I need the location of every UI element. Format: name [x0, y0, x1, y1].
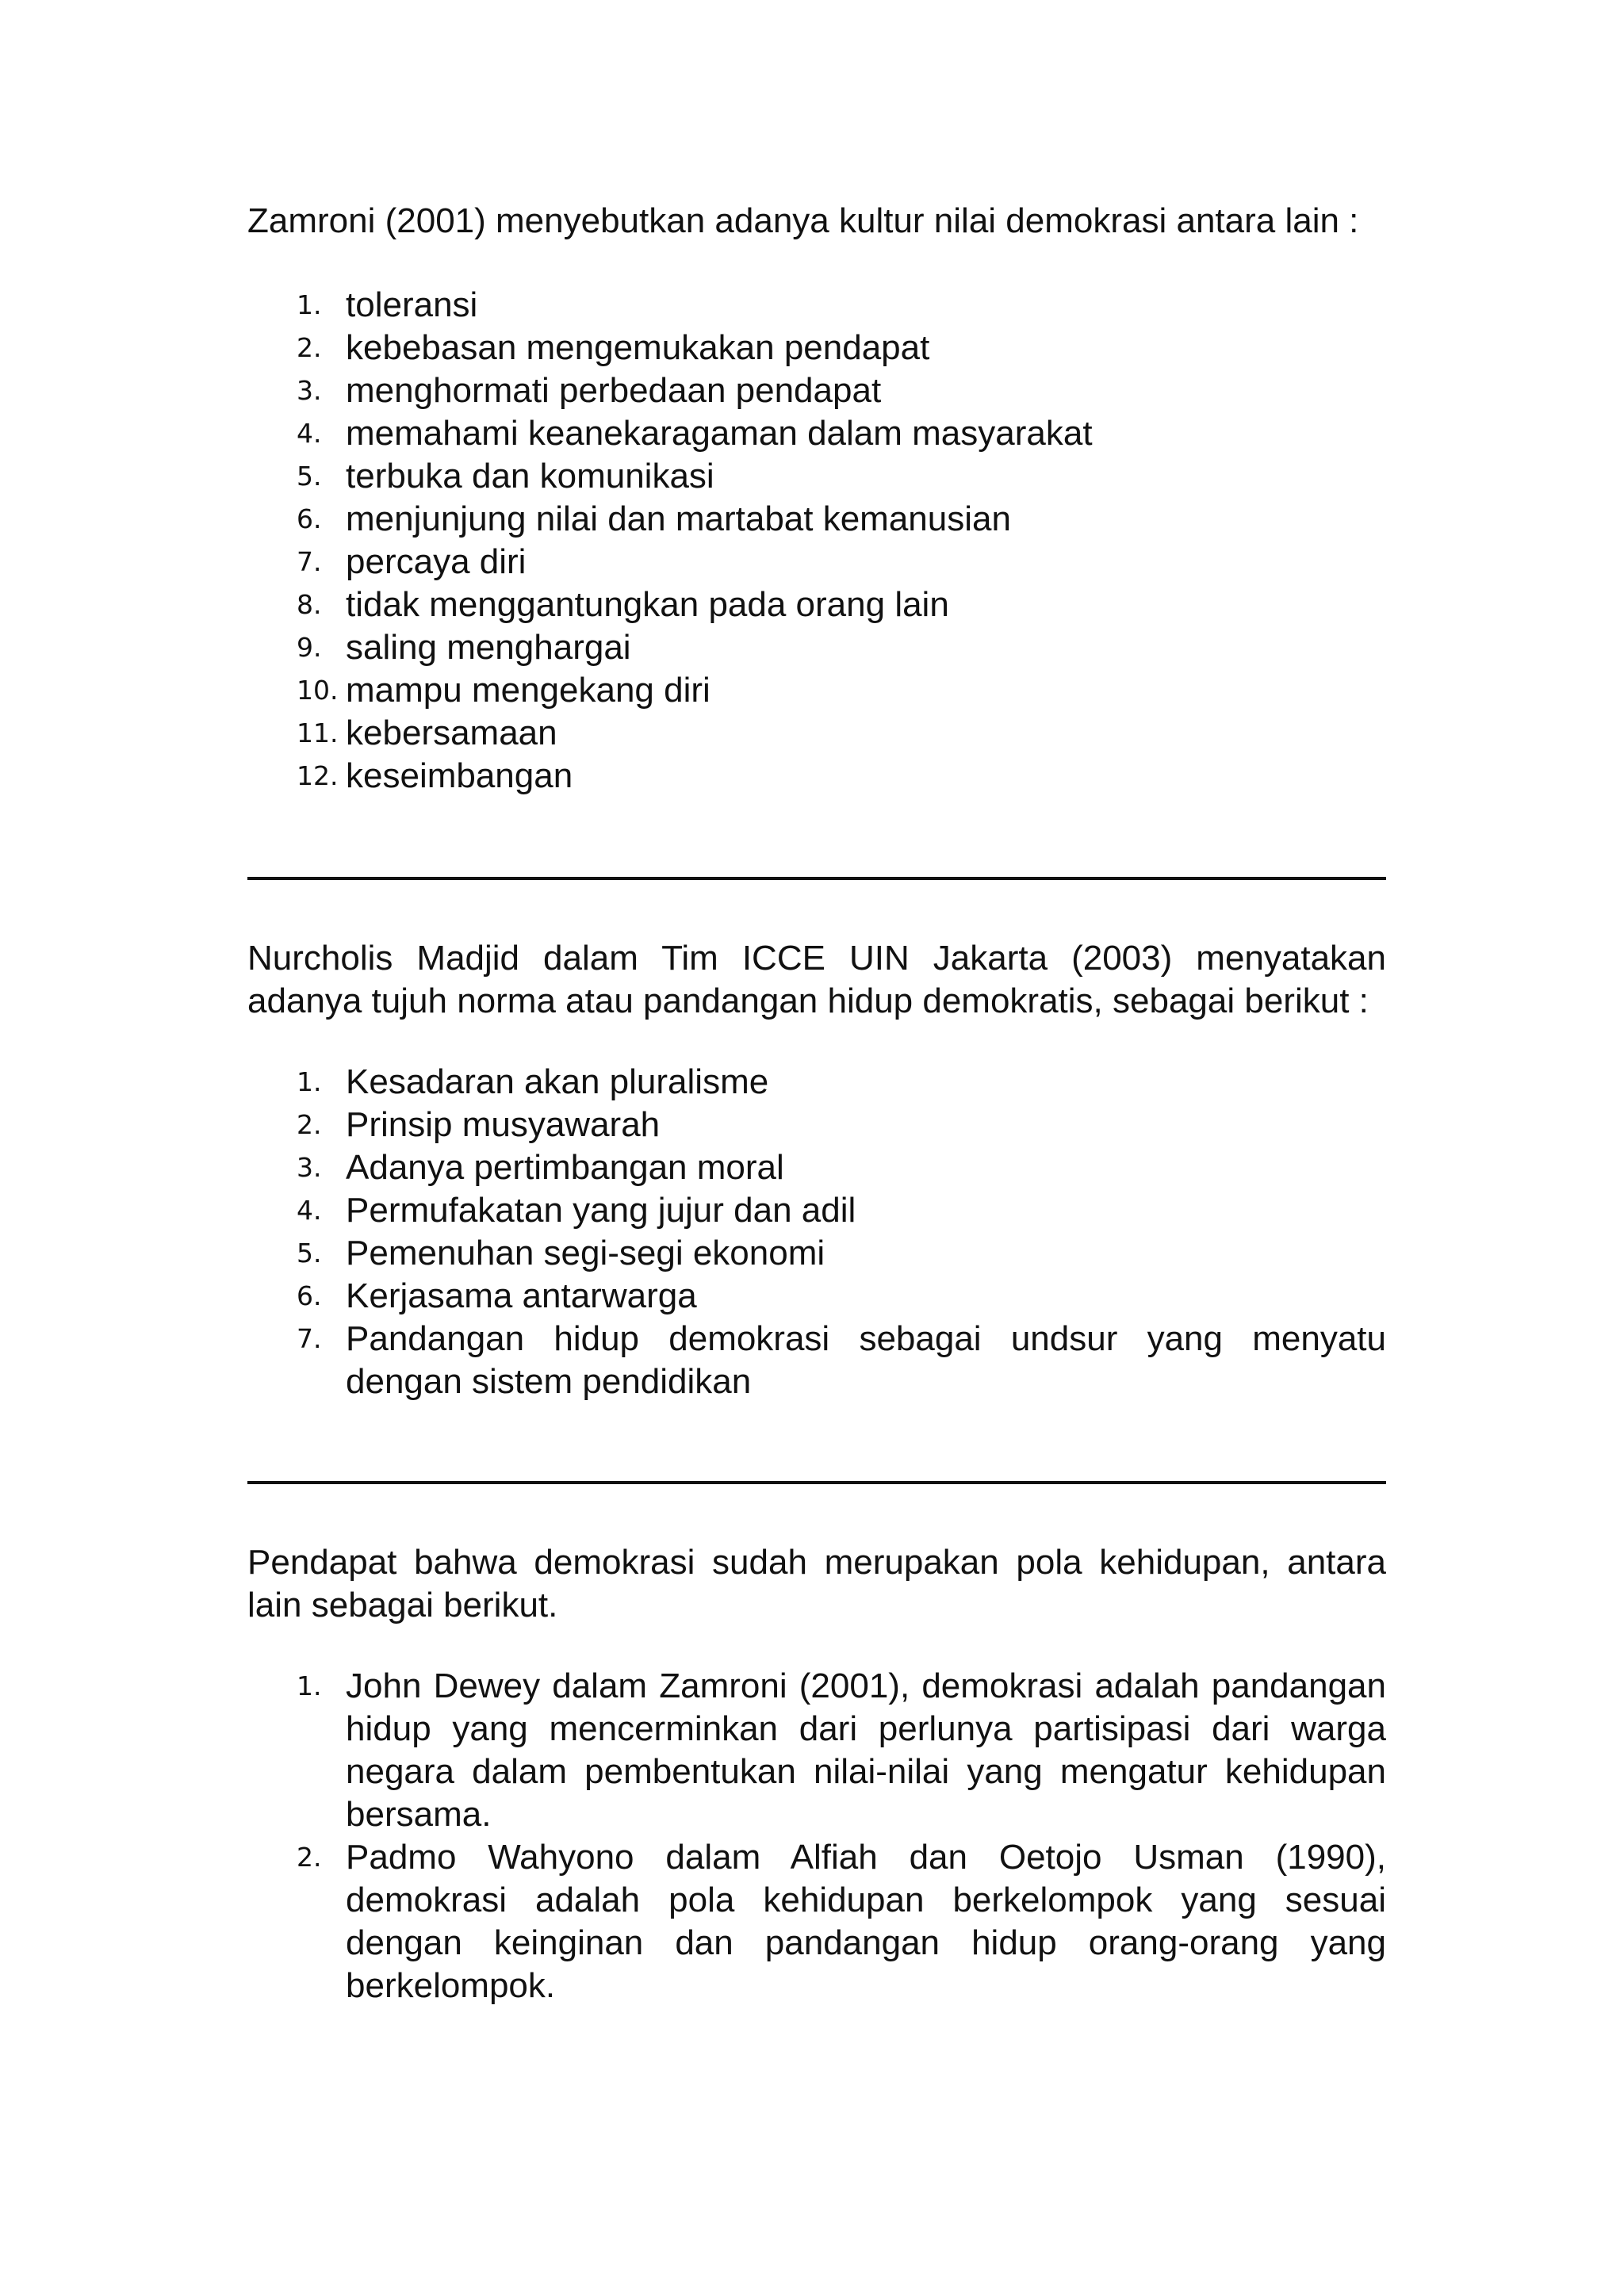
list-number: 5.: [297, 1238, 322, 1269]
list-item: [247, 669, 1386, 712]
section3-intro: Pendapat bahwa demokrasi sudah merupakan pola kehidupan, antara lain sebagai berikut.: [247, 1543, 1386, 1624]
list-text: percaya diri: [346, 542, 527, 581]
section-divider: [247, 877, 1386, 880]
list-item: [247, 1836, 1386, 2007]
list-text: mampu mengekang diri: [346, 671, 710, 710]
list-text: Kesadaran akan pluralisme: [346, 1062, 769, 1101]
list-text: kebersamaan: [346, 714, 557, 752]
list-text: Padmo Wahyono dalam Alfiah dan Oetojo Usman (1990), demokrasi adalah pola kehidupan berkelompok yang sesuai dengan keinginan dan pandangan hidup orang-orang yang berkelompok.: [346, 1838, 1386, 2005]
list-item: [247, 1318, 1386, 1403]
list-item: [247, 626, 1386, 669]
list-number: 4.: [297, 418, 322, 449]
list-number: 7.: [297, 1323, 322, 1354]
list-number: 3.: [297, 1152, 322, 1183]
list-item: [247, 1189, 1386, 1232]
section1-list: [247, 284, 1386, 798]
list-text: memahami keanekaragaman dalam masyarakat: [346, 414, 1093, 453]
list-text: Pemenuhan segi-segi ekonomi: [346, 1234, 825, 1272]
list-number: 3.: [297, 375, 322, 406]
list-text: Pandangan hidup demokrasi sebagai undsur yang menyatu dengan sistem pendidikan: [346, 1319, 1386, 1401]
section-divider: [247, 1481, 1386, 1484]
section2-list: [247, 1061, 1386, 1403]
list-text: menghormati perbedaan pendapat: [346, 371, 882, 410]
list-item: [247, 1232, 1386, 1275]
list-number: 10.: [297, 675, 339, 706]
list-text: kebebasan mengemukakan pendapat: [346, 328, 930, 367]
list-number: 1.: [297, 1670, 322, 1701]
list-number: 1.: [297, 289, 322, 320]
list-item: [247, 1146, 1386, 1189]
list-item: [247, 455, 1386, 498]
list-item: [247, 1061, 1386, 1104]
list-item: [247, 755, 1386, 798]
list-number: 5.: [297, 461, 322, 492]
list-number: 12.: [297, 760, 339, 791]
list-item: [247, 1275, 1386, 1318]
list-text: saling menghargai: [346, 628, 631, 667]
list-text: menjunjung nilai dan martabat kemanusian: [346, 499, 1011, 538]
section3-list: [247, 1665, 1386, 2007]
list-number: 2.: [297, 1109, 322, 1140]
list-item: [247, 541, 1386, 584]
list-text: Adanya pertimbangan moral: [346, 1148, 784, 1187]
list-item: [247, 712, 1386, 755]
list-item: [247, 284, 1386, 327]
list-number: 1.: [297, 1066, 322, 1097]
list-text: terbuka dan komunikasi: [346, 457, 714, 496]
list-number: 9.: [297, 632, 322, 663]
list-number: 8.: [297, 589, 322, 620]
section1-intro: Zamroni (2001) menyebutkan adanya kultur nilai demokrasi antara lain :: [247, 201, 1359, 240]
list-item: [247, 369, 1386, 412]
section2-intro: Nurcholis Madjid dalam Tim ICCE UIN Jakarta (2003) menyatakan adanya tujuh norma atau pandangan hidup demokratis, sebagai berikut :: [247, 939, 1386, 1020]
list-number: 2.: [297, 1842, 322, 1873]
list-number: 4.: [297, 1195, 322, 1226]
list-text: toleransi: [346, 285, 478, 324]
list-text: John Dewey dalam Zamroni (2001), demokrasi adalah pandangan hidup yang mencerminkan dari perlunya partisipasi dari warga negara dalam pembentukan nilai-nilai yang mengatur kehidupan bersama.: [346, 1667, 1386, 1834]
list-item: [247, 1665, 1386, 1836]
list-number: 6.: [297, 503, 322, 534]
list-item: [247, 1104, 1386, 1146]
list-text: Kerjasama antarwarga: [346, 1276, 697, 1315]
list-item: [247, 327, 1386, 369]
list-text: keseimbangan: [346, 756, 573, 795]
list-number: 7.: [297, 546, 322, 577]
list-item: [247, 584, 1386, 626]
list-item: [247, 498, 1386, 541]
list-text: Permufakatan yang jujur dan adil: [346, 1191, 856, 1230]
list-number: 11.: [297, 718, 339, 748]
list-text: tidak menggantungkan pada orang lain: [346, 585, 949, 624]
list-text: Prinsip musyawarah: [346, 1105, 661, 1144]
list-item: [247, 412, 1386, 455]
document-page: [247, 190, 1386, 2007]
list-number: 2.: [297, 332, 322, 363]
list-number: 6.: [297, 1280, 322, 1311]
